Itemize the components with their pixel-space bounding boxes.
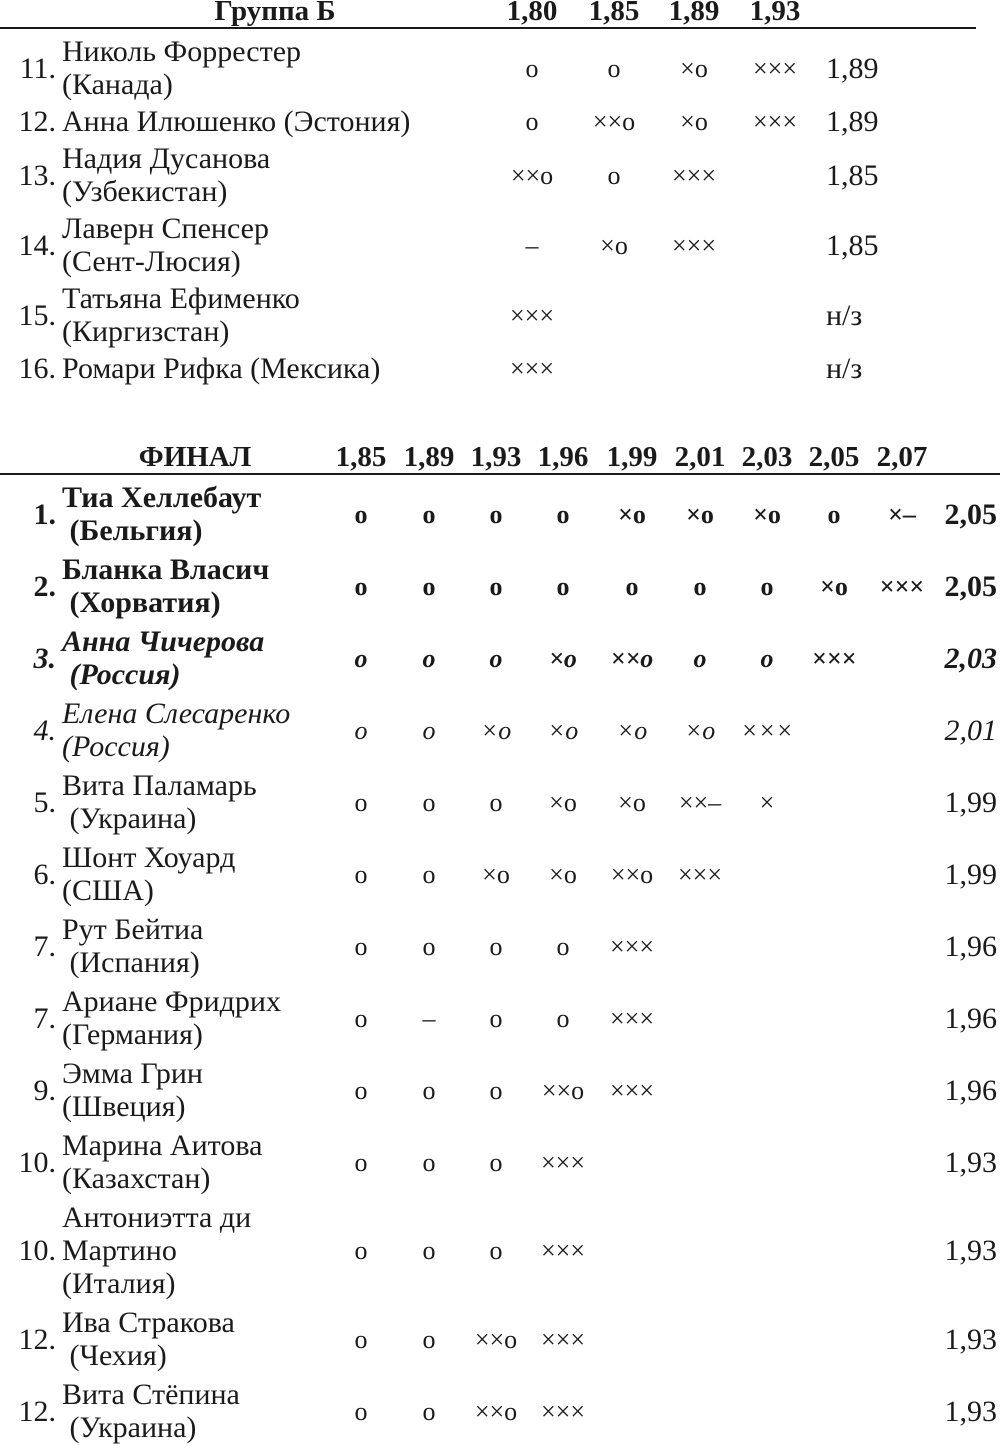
place-number: 12. — [18, 1322, 56, 1356]
attempt-cell: о — [827, 499, 841, 529]
attempt-cell: о — [354, 1236, 368, 1265]
attempt-cell: ××– — [678, 787, 722, 817]
attempt-cell: о — [422, 1147, 436, 1177]
result-value: 1,99 — [944, 857, 997, 891]
group_b-title: Группа Б — [214, 0, 336, 27]
result-value: 1,93 — [944, 1394, 997, 1428]
attempt-cell: ××× — [811, 643, 857, 673]
result-value: 1,85 — [826, 158, 879, 192]
place-number: 7. — [33, 929, 56, 963]
athlete-name-line: (Испания) — [62, 946, 200, 979]
athlete-name — [62, 985, 281, 1051]
attempt-cell: о — [422, 1075, 436, 1105]
group_b-height-1: 1,85 — [588, 0, 640, 27]
attempt-cell: о — [354, 499, 368, 529]
final-height-5: 2,01 — [674, 441, 726, 473]
result-value: 2,01 — [944, 713, 997, 747]
attempt-cell: о — [354, 1075, 368, 1105]
athlete-name-line: (Казахстан) — [62, 1162, 211, 1195]
athlete-name-line: Ива Стракова — [62, 1306, 235, 1339]
athlete-name-line: (Швеция) — [62, 1090, 186, 1123]
attempt-cell: о — [489, 787, 503, 817]
attempt-cell: ×о — [686, 499, 714, 529]
athlete-name-line: (Италия) — [62, 1267, 176, 1300]
final-height-6: 2,03 — [741, 441, 793, 473]
attempt-cell: о — [422, 571, 436, 601]
attempt-cell: о — [354, 1003, 368, 1033]
attempt-cell: о — [760, 571, 774, 601]
athlete-name-line: (США) — [62, 874, 154, 907]
final-row — [0, 769, 1000, 835]
attempt-cell: ×о — [549, 643, 577, 673]
attempt-cell: ×о — [680, 107, 708, 136]
attempt-cell: ××× — [672, 160, 716, 190]
final-row — [0, 553, 1000, 619]
result-value: 1,93 — [944, 1145, 997, 1179]
attempt-cell: о — [607, 160, 621, 190]
attempt-cell: ××× — [510, 354, 554, 383]
attempt-cell: о — [489, 1236, 503, 1265]
attempt-cell: ××о — [610, 859, 654, 889]
attempt-cell: ××× — [610, 931, 654, 961]
attempt-cell: ××× — [541, 1396, 585, 1426]
final-height-0: 1,85 — [335, 441, 387, 473]
place-number: 14. — [18, 228, 56, 262]
final-row — [0, 625, 1000, 691]
athlete-name — [62, 1306, 235, 1372]
athlete-name — [62, 105, 410, 138]
result-value: 1,93 — [944, 1234, 997, 1267]
attempt-cell: ××× — [541, 1236, 585, 1265]
attempt-cell: о — [693, 643, 707, 673]
athlete-name-line: Мартино — [62, 1234, 177, 1267]
attempt-cell: ××о — [541, 1075, 585, 1105]
attempt-cell: о — [489, 1075, 503, 1105]
attempt-cell: ××о — [510, 160, 554, 190]
place-number: 4. — [33, 713, 56, 747]
attempt-cell: ×– — [888, 499, 916, 529]
attempt-cell: ××× — [610, 1075, 654, 1105]
final-row — [0, 841, 1000, 907]
athlete-name-line: (Чехия) — [62, 1339, 167, 1372]
attempt-cell: ×о — [549, 787, 577, 817]
attempt-cell: о — [422, 1236, 436, 1265]
place-number: 10. — [18, 1234, 56, 1267]
athlete-name — [62, 1201, 251, 1300]
athlete-name-line: Рут Бейтиа — [62, 913, 204, 946]
place-number: 16. — [18, 352, 56, 385]
result-value: 2,05 — [944, 569, 997, 603]
place-number: 7. — [33, 1001, 56, 1035]
athlete-name-line: Анна Чичерова — [62, 625, 265, 658]
attempt-cell: ×о — [684, 715, 716, 745]
attempt-cell: о — [489, 571, 503, 601]
attempt-cell: о — [354, 859, 368, 889]
attempt-cell: о — [625, 571, 639, 601]
place-number: 2. — [33, 569, 56, 603]
attempt-cell: о — [354, 571, 368, 601]
athlete-name-line: (Россия) — [62, 730, 170, 763]
result-value: 1,96 — [944, 1001, 997, 1035]
athlete-name — [62, 1057, 203, 1123]
athlete-name — [62, 697, 290, 763]
result-value: 1,89 — [826, 105, 879, 138]
result-value: 2,03 — [944, 641, 997, 675]
athlete-name-line: (Украина) — [62, 802, 197, 835]
attempt-cell: ××× — [753, 53, 797, 83]
result-value: 1,96 — [944, 1073, 997, 1107]
place-number: 11. — [19, 51, 56, 85]
place-number: 12. — [18, 105, 56, 138]
attempt-cell: о — [489, 499, 503, 529]
attempt-cell: ××× — [678, 859, 722, 889]
athlete-name-line: (Киргизстан) — [62, 315, 230, 348]
attempt-cell: ××× — [541, 1147, 585, 1177]
attempt-cell: о — [354, 1147, 368, 1177]
final-row — [0, 481, 1000, 547]
attempt-cell: о — [354, 715, 368, 745]
attempt-cell: о — [489, 1003, 503, 1033]
final-row — [0, 913, 1000, 979]
athlete-name-line: (Хорватия) — [62, 586, 221, 619]
place-number: 13. — [18, 158, 56, 192]
place-number: 1. — [33, 497, 56, 531]
athlete-name-line: (Бельгия) — [62, 514, 203, 547]
attempt-cell: ××о — [474, 1396, 518, 1426]
athlete-name — [62, 282, 300, 348]
attempt-cell: ××× — [510, 300, 554, 330]
attempt-cell: о — [354, 1396, 368, 1426]
attempt-cell: о — [422, 787, 436, 817]
athlete-name-line: Антониэтта ди — [62, 1201, 252, 1234]
result-value: 1,99 — [944, 785, 997, 819]
attempt-cell: ×о — [753, 499, 781, 529]
athlete-name-line: Лаверн Спенсер — [62, 212, 269, 245]
final-row — [0, 1201, 1000, 1300]
final-height-1: 1,89 — [403, 441, 455, 473]
attempt-cell: – — [525, 230, 539, 260]
final-height-7: 2,05 — [808, 441, 860, 473]
athlete-name — [62, 35, 301, 101]
result-value: н/з — [826, 352, 863, 385]
attempt-cell: о — [422, 859, 436, 889]
attempt-cell: о — [760, 643, 774, 673]
athlete-name — [62, 481, 261, 547]
place-number: 5. — [33, 785, 56, 819]
athlete-name-line: (Узбекистан) — [62, 175, 228, 208]
attempt-cell: ×о — [482, 859, 510, 889]
place-number: 9. — [33, 1073, 56, 1107]
group_b-height-0: 1,80 — [506, 0, 558, 27]
athlete-name-line: Татьяна Ефименко — [62, 282, 300, 315]
attempt-cell: ××× — [672, 230, 716, 260]
final-row — [0, 1057, 1000, 1123]
final-row — [0, 697, 1000, 763]
attempt-cell: о — [354, 1324, 368, 1354]
final-row — [0, 1129, 1000, 1195]
final-height-2: 1,93 — [470, 441, 522, 473]
athlete-name-line: (Сент-Люсия) — [62, 245, 241, 278]
athlete-name-line: Бланка Власич — [62, 553, 270, 586]
attempt-cell: ×о — [616, 715, 648, 745]
attempt-cell: – — [422, 1003, 436, 1033]
attempt-cell: о — [422, 715, 436, 745]
athlete-name-line: Тиа Хеллебаут — [62, 481, 262, 514]
attempt-cell: ×о — [547, 715, 579, 745]
attempt-cell: о — [489, 931, 503, 961]
attempt-cell: ××× — [541, 1324, 585, 1354]
final-row — [0, 985, 1000, 1051]
result-value: 1,93 — [944, 1322, 997, 1356]
attempt-cell: о — [556, 931, 570, 961]
attempt-cell: ××× — [740, 715, 794, 745]
attempt-cell: о — [556, 1003, 570, 1033]
group_b-row — [0, 35, 1000, 101]
attempt-cell: ××× — [879, 571, 925, 601]
final-height-3: 1,96 — [537, 441, 589, 473]
group_b-row — [0, 282, 1000, 348]
attempt-cell: × — [759, 787, 775, 817]
final-height-4: 1,99 — [606, 441, 658, 473]
athlete-name-line: (Россия) — [62, 658, 181, 691]
final-row — [0, 1306, 1000, 1372]
place-number: 6. — [33, 857, 56, 891]
athlete-name — [62, 841, 235, 907]
athlete-name-line: Вита Стёпина — [62, 1378, 240, 1411]
attempt-cell: ×о — [549, 859, 577, 889]
place-number: 15. — [18, 298, 56, 332]
group_b-height-2: 1,89 — [668, 0, 720, 27]
result-value: 1,85 — [826, 228, 879, 262]
athlete-name — [62, 553, 269, 619]
attempt-cell: ××о — [610, 643, 654, 673]
attempt-cell: ×о — [600, 230, 628, 260]
attempt-cell: ×о — [820, 571, 848, 601]
attempt-cell: о — [525, 107, 539, 136]
athlete-name — [62, 625, 264, 691]
athlete-name-line: Марина Аитова — [62, 1129, 263, 1162]
athlete-name-line: Шонт Хоуард — [62, 841, 236, 874]
attempt-cell: о — [422, 499, 436, 529]
attempt-cell: ××о — [592, 107, 636, 136]
athlete-name-line: Анна Илюшенко (Эстония) — [62, 105, 411, 138]
place-number: 3. — [33, 641, 56, 675]
attempt-cell: о — [354, 643, 368, 673]
attempt-cell: о — [556, 571, 570, 601]
athlete-name-line: Вита Паламарь — [62, 769, 257, 802]
athlete-name-line: Елена Слесаренко — [62, 697, 291, 730]
attempt-cell: ××× — [753, 107, 797, 136]
group_b-row — [0, 212, 1000, 278]
attempt-cell: о — [693, 571, 707, 601]
athlete-name — [62, 1378, 240, 1444]
group_b-header-rule — [0, 27, 976, 29]
attempt-cell: ×о — [480, 715, 512, 745]
place-number: 12. — [18, 1394, 56, 1428]
final-title: ФИНАЛ — [138, 441, 252, 473]
attempt-cell: ×о — [618, 499, 646, 529]
athlete-name — [62, 1129, 262, 1195]
athlete-name-line: Надия Дусанова — [62, 142, 271, 175]
attempt-cell: о — [607, 53, 621, 83]
attempt-cell: о — [525, 53, 539, 83]
athlete-name — [62, 212, 269, 278]
place-number: 10. — [18, 1145, 56, 1179]
attempt-cell: ×о — [680, 53, 708, 83]
athlete-name-line: Эмма Грин — [62, 1057, 203, 1090]
result-value: 2,05 — [944, 497, 997, 531]
athlete-name-line: Ромари Рифка (Мексика) — [62, 352, 381, 385]
result-value: 1,96 — [944, 929, 997, 963]
athlete-name — [62, 352, 380, 385]
attempt-cell: ××× — [610, 1003, 654, 1033]
group_b-row — [0, 352, 1000, 385]
attempt-cell: о — [422, 643, 436, 673]
attempt-cell: о — [422, 1396, 436, 1426]
attempt-cell: о — [489, 1147, 503, 1177]
group_b-row — [0, 142, 1000, 208]
athlete-name-line: Николь Форрестер — [62, 35, 302, 68]
final-height-8: 2,07 — [876, 441, 928, 473]
final-header-rule — [0, 473, 1000, 475]
athlete-name — [62, 142, 270, 208]
attempt-cell: о — [556, 499, 570, 529]
result-value: н/з — [826, 298, 863, 332]
athlete-name-line: (Канада) — [62, 68, 173, 101]
attempt-cell: о — [489, 643, 503, 673]
attempt-cell: о — [354, 931, 368, 961]
group_b-height-3: 1,93 — [749, 0, 801, 27]
athlete-name-line: (Германия) — [62, 1018, 203, 1051]
athlete-name — [62, 769, 257, 835]
attempt-cell: о — [422, 931, 436, 961]
athlete-name-line: (Украина) — [62, 1411, 197, 1444]
group_b-row — [0, 105, 1000, 138]
attempt-cell: о — [354, 787, 368, 817]
athlete-name-line: Ариане Фридрих — [62, 985, 281, 1018]
athlete-name — [62, 913, 203, 979]
result-value: 1,89 — [826, 51, 879, 85]
attempt-cell: ×о — [618, 787, 646, 817]
final-row — [0, 1378, 1000, 1444]
attempt-cell: о — [422, 1324, 436, 1354]
attempt-cell: ××о — [474, 1324, 518, 1354]
